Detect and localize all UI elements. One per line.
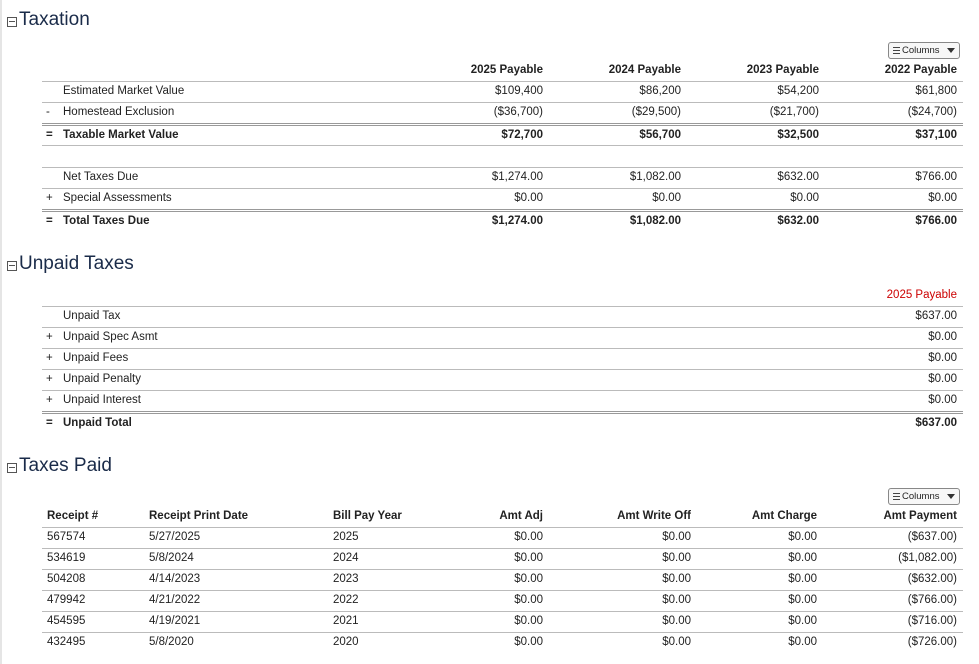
chevron-down-icon (947, 48, 955, 53)
value-2022: ($24,700) (907, 106, 957, 118)
table-row (42, 548, 963, 570)
divider (42, 145, 963, 146)
row-operator: = (46, 215, 53, 227)
amt-write-off: $0.00 (662, 573, 691, 585)
receipt-number: 534619 (47, 552, 86, 564)
row-label: Unpaid Spec Asmt (63, 331, 158, 343)
column-header-print-date[interactable]: Receipt Print Date (149, 510, 249, 522)
row-label: Net Taxes Due (63, 171, 139, 183)
table-row (42, 590, 963, 612)
value-2022: $766.00 (915, 215, 957, 227)
value-2022: $0.00 (928, 192, 957, 204)
table-row-total (42, 209, 963, 233)
list-icon (893, 47, 900, 54)
value-2023: $0.00 (790, 192, 819, 204)
amt-payment: ($726.00) (907, 636, 957, 648)
value-2025: ($36,700) (493, 106, 543, 118)
amt-charge: $0.00 (788, 552, 817, 564)
row-operator: + (46, 394, 53, 406)
value-2022: $61,800 (915, 85, 957, 97)
bill-pay-year: 2022 (333, 594, 359, 606)
value-2024: $1,082.00 (629, 171, 681, 183)
value-2024: ($29,500) (631, 106, 681, 118)
table-row (42, 327, 963, 349)
value-2023: $54,200 (777, 85, 819, 97)
value-2025: $0.00 (514, 192, 543, 204)
collapse-icon[interactable] (7, 17, 17, 27)
row-value: $0.00 (928, 331, 957, 343)
chevron-down-icon (947, 494, 955, 499)
receipt-number: 504208 (47, 573, 86, 585)
bill-pay-year: 2023 (333, 573, 359, 585)
receipt-number: 479942 (47, 594, 86, 606)
amt-adj: $0.00 (514, 573, 543, 585)
amt-adj: $0.00 (514, 636, 543, 648)
row-label: Unpaid Penalty (63, 373, 141, 385)
receipt-print-date: 5/8/2024 (149, 552, 194, 564)
value-2024: $86,200 (639, 85, 681, 97)
row-operator: = (46, 417, 53, 429)
table-row (42, 167, 963, 189)
year-header-2025: 2025 Payable (470, 64, 543, 76)
value-2025: $1,274.00 (491, 171, 543, 183)
amt-payment: ($716.00) (907, 615, 957, 627)
table-row (42, 102, 963, 124)
taxes-paid-title: Taxes Paid (19, 455, 112, 476)
receipt-print-date: 4/14/2023 (149, 573, 201, 585)
table-row-total (42, 411, 963, 435)
taxes-paid-header[interactable] (7, 455, 112, 477)
value-2023: $32,500 (777, 129, 819, 141)
value-2023: $632.00 (777, 171, 819, 183)
collapse-icon[interactable] (7, 463, 17, 473)
column-header-amt-charge[interactable]: Amt Charge (751, 510, 817, 522)
row-operator: - (46, 106, 50, 118)
row-value: $0.00 (928, 352, 957, 364)
year-header-2023: 2023 Payable (746, 64, 819, 76)
amt-charge: $0.00 (788, 531, 817, 543)
receipt-number: 432495 (47, 636, 86, 648)
row-operator: = (46, 129, 53, 141)
table-row (42, 369, 963, 391)
row-operator: + (46, 192, 53, 204)
amt-write-off: $0.00 (662, 531, 691, 543)
table-row (42, 348, 963, 370)
amt-write-off: $0.00 (662, 552, 691, 564)
value-2025: $1,274.00 (491, 215, 543, 227)
table-row (42, 390, 963, 412)
amt-write-off: $0.00 (662, 594, 691, 606)
value-2025: $72,700 (501, 129, 543, 141)
amt-charge: $0.00 (788, 594, 817, 606)
row-operator: + (46, 331, 53, 343)
amt-payment: ($766.00) (907, 594, 957, 606)
year-header-2022: 2022 Payable (884, 64, 957, 76)
table-row (42, 188, 963, 210)
table-row (42, 81, 963, 103)
value-2022: $766.00 (915, 171, 957, 183)
row-operator: + (46, 352, 53, 364)
row-value: $0.00 (928, 394, 957, 406)
table-row (42, 569, 963, 591)
year-header-2024: 2024 Payable (608, 64, 681, 76)
bill-pay-year: 2024 (333, 552, 359, 564)
amt-payment: ($637.00) (907, 531, 957, 543)
bill-pay-year: 2025 (333, 531, 359, 543)
receipt-number: 567574 (47, 531, 86, 543)
row-value: $0.00 (928, 373, 957, 385)
amt-payment: ($1,082.00) (898, 552, 957, 564)
list-icon (893, 493, 900, 500)
row-label: Unpaid Fees (63, 352, 129, 364)
receipt-print-date: 5/27/2025 (149, 531, 201, 543)
value-2023: $632.00 (777, 215, 819, 227)
row-label: Unpaid Total (63, 417, 132, 429)
amt-write-off: $0.00 (662, 615, 691, 627)
table-row (42, 632, 963, 654)
receipt-print-date: 4/21/2022 (149, 594, 201, 606)
receipt-print-date: 5/8/2020 (149, 636, 194, 648)
unpaid-year-header: 2025 Payable (886, 289, 957, 301)
value-2024: $56,700 (639, 129, 681, 141)
amt-adj: $0.00 (514, 594, 543, 606)
value-2024: $1,082.00 (629, 215, 681, 227)
bill-pay-year: 2021 (333, 615, 359, 627)
table-row (42, 306, 963, 328)
taxation-title: Taxation (19, 9, 90, 30)
row-label: Taxable Market Value (63, 129, 179, 141)
receipt-print-date: 4/19/2021 (149, 615, 201, 627)
row-label: Unpaid Interest (63, 394, 141, 406)
taxation-header[interactable] (7, 9, 90, 31)
column-header-amt-adj[interactable]: Amt Adj (499, 510, 543, 522)
amt-write-off: $0.00 (662, 636, 691, 648)
unpaid-taxes-title: Unpaid Taxes (19, 253, 134, 274)
amt-adj: $0.00 (514, 531, 543, 543)
unpaid-taxes-header[interactable] (7, 253, 134, 275)
value-2022: $37,100 (915, 129, 957, 141)
collapse-icon[interactable] (7, 261, 17, 271)
receipt-number: 454595 (47, 615, 86, 627)
column-header-bill-pay-year[interactable]: Bill Pay Year (333, 510, 402, 522)
value-2024: $0.00 (652, 192, 681, 204)
taxation-columns-button[interactable]: Columns (888, 42, 960, 59)
bill-pay-year: 2020 (333, 636, 359, 648)
table-row (42, 527, 963, 549)
row-label: Estimated Market Value (63, 85, 185, 97)
amt-adj: $0.00 (514, 552, 543, 564)
table-row (42, 611, 963, 633)
column-header-amt-write-off[interactable]: Amt Write Off (617, 510, 691, 522)
amt-charge: $0.00 (788, 636, 817, 648)
amt-payment: ($632.00) (907, 573, 957, 585)
taxes-paid-columns-button[interactable]: Columns (888, 488, 960, 505)
row-value: $637.00 (915, 417, 957, 429)
row-label: Homestead Exclusion (63, 106, 175, 118)
table-row-total (42, 123, 963, 147)
row-label: Total Taxes Due (63, 215, 150, 227)
value-2025: $109,400 (495, 85, 543, 97)
row-operator: + (46, 373, 53, 385)
value-2023: ($21,700) (769, 106, 819, 118)
row-value: $637.00 (915, 310, 957, 322)
amt-charge: $0.00 (788, 573, 817, 585)
row-label: Special Assessments (63, 192, 172, 204)
column-header-receipt[interactable]: Receipt # (47, 510, 99, 522)
column-header-amt-payment[interactable]: Amt Payment (883, 510, 957, 522)
amt-charge: $0.00 (788, 615, 817, 627)
row-label: Unpaid Tax (63, 310, 121, 322)
amt-adj: $0.00 (514, 615, 543, 627)
left-border (0, 0, 2, 664)
